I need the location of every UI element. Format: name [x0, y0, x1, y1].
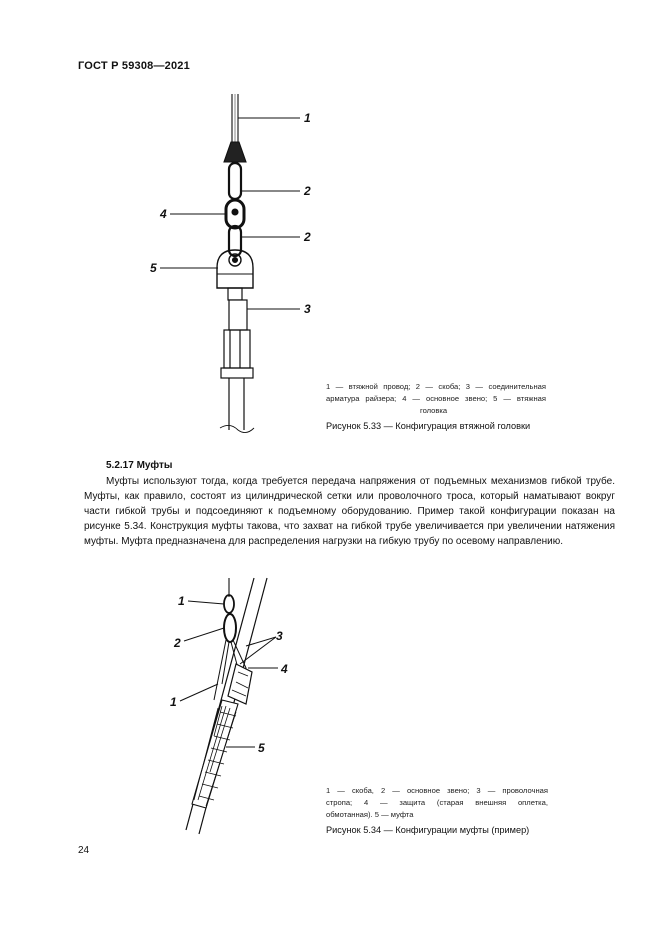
- legend-line: обмотанная). 5 — муфта: [326, 810, 414, 819]
- figure-5-34-caption: Рисунок 5.34 — Конфигурации муфты (пример): [326, 825, 530, 835]
- callout-4: 4: [281, 662, 288, 676]
- callout-5: 5: [150, 261, 157, 275]
- callout-5: 5: [258, 741, 265, 755]
- page-number: 24: [78, 845, 90, 856]
- legend-line: арматура райзера; 4 — основное звено; 5 — втяжная: [326, 394, 546, 403]
- legend-line: 1 — втяжной провод; 2 — скоба; 3 — соединительная: [326, 382, 546, 391]
- figure-5-34-legend: [326, 785, 548, 821]
- legend-line: стропа; 4 — защита (старая внешняя оплетка,: [326, 798, 548, 807]
- callout-2b: 2: [304, 230, 311, 244]
- legend-line: 1 — скоба, 2 — основное звено; 3 — проволочная: [326, 786, 548, 795]
- grip-mesh: [192, 700, 238, 808]
- callout-2: 2: [304, 184, 311, 198]
- legend-line: головка: [420, 406, 448, 415]
- callout-3: 3: [304, 302, 311, 316]
- section-heading: 5.2.17 Муфты: [106, 460, 173, 471]
- figure-5-33-caption: Рисунок 5.33 — Конфигурация втяжной головки: [326, 421, 531, 431]
- callout-4: 4: [160, 207, 167, 221]
- callout-1: 1: [178, 594, 185, 608]
- grip-master-link: [224, 614, 236, 642]
- document-header: ГОСТ Р 59308—2021: [78, 60, 190, 72]
- callout-1b: 1: [170, 695, 177, 709]
- callout-2: 2: [174, 636, 181, 650]
- section-paragraph: Муфты используют тогда, когда требуется передача напряжения от подъемных механизмов гибкой трубе. Муфты, как правило, состоят из цилиндрической сетки или проволочного троса, который наматывают вокруг части гибкой трубы и подсоединяют к подъемному оборудованию. Пример такой конфигурации показан на рисунке 5.34. Конструкция муфты такова, что захват на гибкой трубе увеличивается при увеличении натяжения муфты. Муфта предназначена для распределения нагрузки на гибкую трубу по осевому направлению.: [84, 476, 615, 547]
- callout-1: 1: [304, 111, 311, 125]
- callout-3: 3: [276, 629, 283, 643]
- grip-shackle: [224, 595, 234, 613]
